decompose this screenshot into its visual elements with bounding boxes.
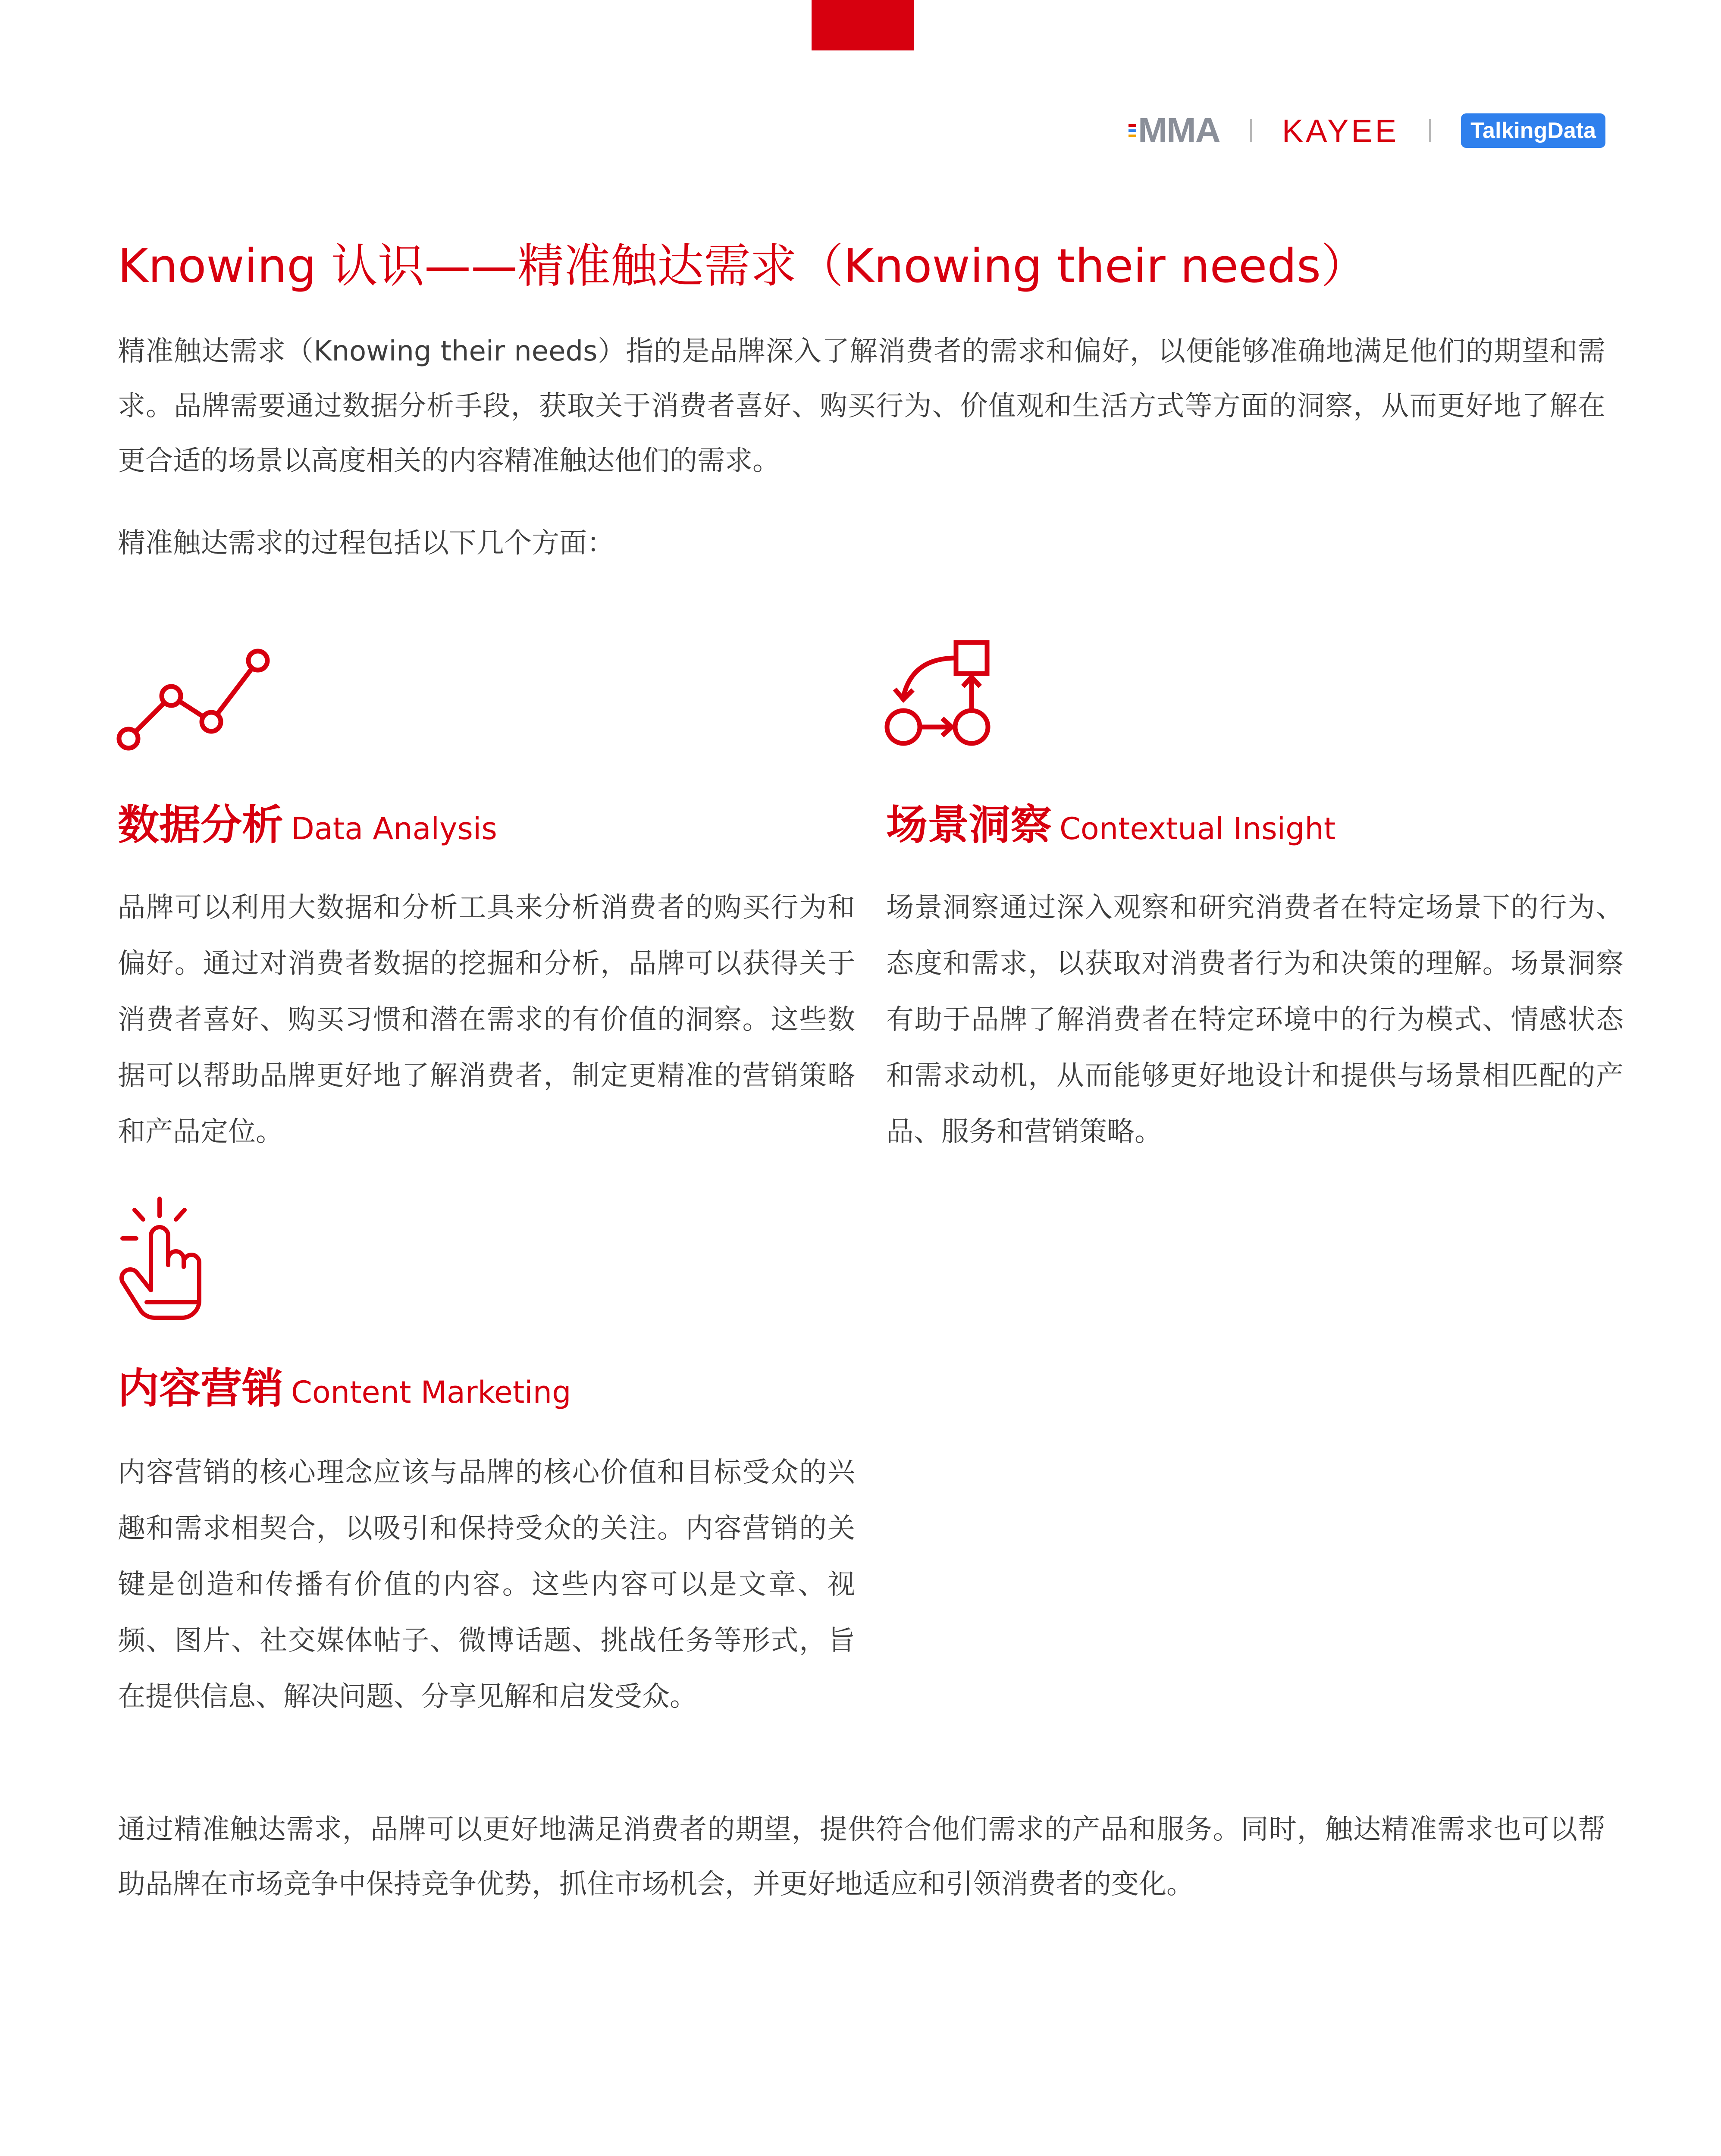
section-heading-data-analysis — [118, 795, 497, 866]
kayee-logo: KAYEE — [1282, 113, 1399, 149]
flow-diagram-icon — [882, 638, 1003, 750]
logo-divider — [1250, 119, 1252, 142]
mma-bars-icon — [1129, 124, 1136, 137]
mma-logo-text: MMA — [1138, 111, 1220, 150]
section-title-en: Contextual Insight — [1060, 811, 1336, 846]
mma-logo — [1129, 110, 1220, 151]
section-body-contextual-insight: 场景洞察通过深入观察和研究消费者在特定场景下的行为、态度和需求，以获取对消费者行为和决策的理解。场景洞察有助于品牌了解消费者在特定环境中的行为模式、情感状态和需求动机，从而能够更好地设计和提供与场景相匹配的产品、服务和营销策略。 — [886, 892, 1624, 1148]
conclusion-paragraph: 通过精准触达需求，品牌可以更好地满足消费者的期望，提供符合他们需求的产品和服务。同时，触达精准需求也可以帮助品牌在市场竞争中保持竞争优势，抓住市场机会，并更好地适应和引领消费者的变化。 — [118, 1814, 1605, 1900]
section-heading-contextual-insight — [886, 795, 1335, 866]
section-title-zh: 内容营销 — [118, 1364, 283, 1413]
section-body-data-analysis: 品牌可以利用大数据和分析工具来分析消费者的购买行为和偏好。通过对消费者数据的挖掘和分析，品牌可以获得关于消费者喜好、购买习惯和潜在需求的有价值的洞察。这些数据可以帮助品牌更好地了解消费者，制定更精准的营销策略和产品定位。 — [118, 892, 855, 1148]
section-title-en: Data Analysis — [291, 811, 497, 846]
section-title-zh: 场景洞察 — [886, 801, 1052, 849]
tap-hand-icon — [116, 1194, 216, 1324]
partner-logos — [1129, 107, 1605, 154]
section-body-content-marketing: 内容营销的核心理念应该与品牌的核心价值和目标受众的兴趣和需求相契合，以吸引和保持受众的关注。内容营销的关键是创造和传播有价值的内容。这些内容可以是文章、视频、图片、社交媒体帖子、微博话题、挑战任务等形式，旨在提供信息、解决问题、分享见解和启发受众。 — [118, 1457, 855, 1713]
talkingdata-logo: TalkingData — [1461, 113, 1605, 148]
section-title-en: Content Marketing — [291, 1375, 571, 1410]
top-red-tab — [812, 0, 914, 50]
line-chart-icon — [116, 645, 276, 752]
section-title-zh: 数据分析 — [118, 801, 283, 849]
section-heading-content-marketing — [118, 1358, 571, 1429]
logo-divider — [1429, 119, 1431, 142]
page-title: Knowing 认识——精准触达需求（Knowing their needs） — [118, 239, 1368, 293]
lead-in-text: 精准触达需求的过程包括以下几个方面： — [118, 527, 614, 559]
intro-paragraph: 精准触达需求（Knowing their needs）指的是品牌深入了解消费者的需求和偏好，以便能够准确地满足他们的期望和需求。品牌需要通过数据分析手段，获取关于消费者喜好、购买行为、价值观和生活方式等方面的洞察，从而更好地了解在更合适的场景以高度相关的内容精准触达他们的需求。 — [118, 335, 1605, 477]
